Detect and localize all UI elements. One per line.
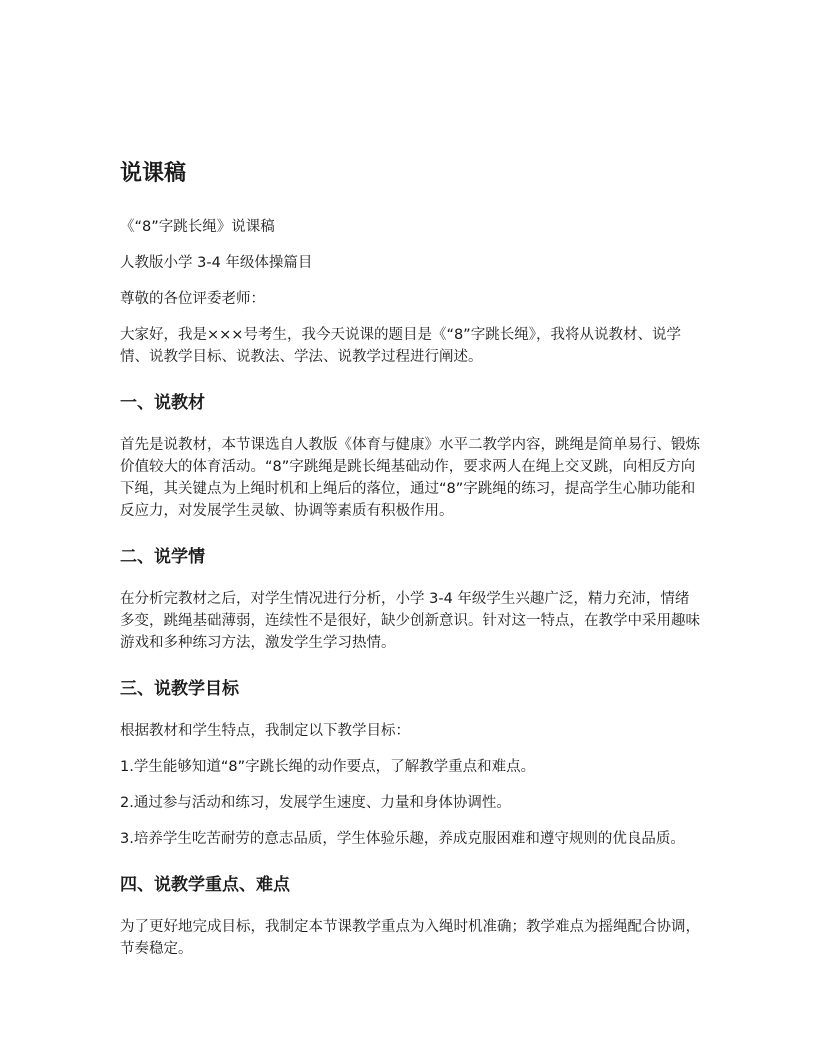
objective-item: 3.培养学生吃苦耐劳的意志品质，学生体验乐趣，养成克服困难和遵守规则的优良品质。 (120, 831, 685, 847)
section-paragraph: 在分析完教材之后，对学生情况进行分析，小学 3-4 年级学生兴趣广泛，精力充沛，情绪多变，跳绳基础薄弱，连续性不是很好，缺少创新意识。针对这一特点，在教学中采用趣味游戏和多种练习方法，激发学生学习热情。 (120, 591, 700, 651)
section-textbook (120, 390, 700, 522)
objective-item: 1.学生能够知道“8”字跳长绳的动作要点，了解教学重点和难点。 (120, 759, 536, 775)
lesson-title: 《“8”字跳长绳》说课稿 (120, 219, 275, 235)
section-heading: 一、说教材 (120, 393, 205, 413)
section-key-points (120, 872, 700, 960)
section-paragraph: 首先是说教材，本节课选自人教版《体育与健康》水平二教学内容，跳绳是简单易行、锻炼价值较大的体育活动。“8”字跳绳是跳长绳基础动作，要求两人在绳上交叉跳，向相反方向下绳，其关键点为上绳时机和上绳后的落位，通过“8”字跳绳的练习，提高学生心肺功能和反应力，对发展学生灵敏、协调等素质有积极作用。 (120, 437, 700, 519)
opening-paragraph: 大家好，我是×××号考生，我今天说课的题目是《“8”字跳长绳》，我将从说教材、说学情、说教学目标、说教法、学法、说教学过程进行阐述。 (120, 327, 681, 365)
intro-block (120, 216, 700, 368)
document-page (120, 158, 700, 960)
section-objectives (120, 676, 700, 850)
section-heading: 三、说教学目标 (120, 679, 239, 699)
textbook-source: 人教版小学 3-4 年级体操篇目 (120, 255, 313, 271)
section-paragraph: 根据教材和学生特点，我制定以下教学目标： (120, 723, 410, 739)
document-title: 说课稿 (120, 161, 187, 186)
salutation: 尊敬的各位评委老师： (120, 291, 265, 307)
section-paragraph: 为了更好地完成目标，我制定本节课教学重点为入绳时机准确；教学难点为摇绳配合协调，节奏稳定。 (120, 919, 700, 957)
section-students (120, 544, 700, 654)
section-heading: 二、说学情 (120, 547, 205, 567)
objective-item: 2.通过参与活动和练习，发展学生速度、力量和身体协调性。 (120, 795, 511, 811)
section-heading: 四、说教学重点、难点 (120, 875, 290, 895)
